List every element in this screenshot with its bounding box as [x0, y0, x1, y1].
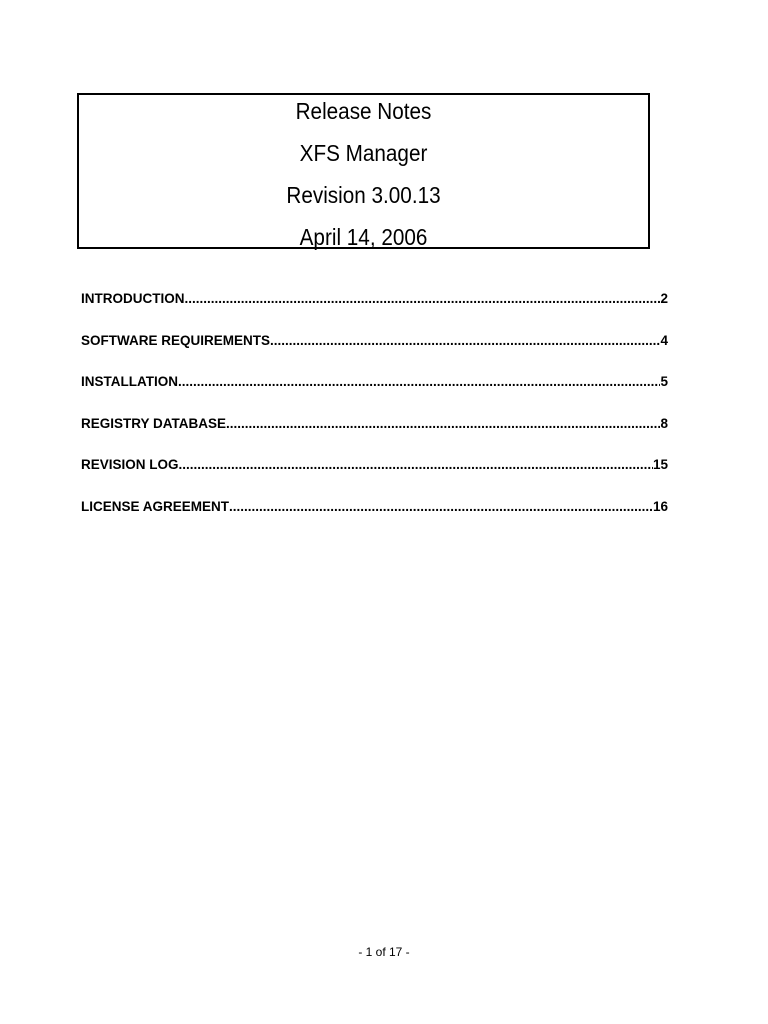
dot-leader	[178, 374, 660, 389]
toc-entry-page: 8	[660, 415, 668, 431]
toc-entry-page: 2	[660, 291, 668, 306]
toc-entry-label: LICENSE AGREEMENT	[81, 498, 230, 514]
toc-entry-page: 16	[652, 498, 668, 514]
toc-entry-page: 5	[660, 374, 668, 390]
toc-entry-installation[interactable]	[81, 374, 668, 416]
toc-entry-registry-database[interactable]	[81, 416, 668, 458]
page-indicator: - 1 of 17 -	[358, 945, 410, 959]
document-title: Release Notes	[295, 98, 432, 124]
toc-entry-label: SOFTWARE REQUIREMENTS	[81, 332, 271, 348]
dot-leader	[226, 416, 660, 431]
revision-number: Revision 3.00.13	[286, 182, 441, 208]
dot-leader	[179, 457, 653, 472]
product-name: XFS Manager	[299, 140, 428, 166]
toc-entry-page: 15	[652, 457, 668, 473]
toc-entry-label: INTRODUCTION	[81, 291, 185, 306]
page-footer	[0, 945, 768, 959]
toc-entry-license-agreement[interactable]	[81, 499, 668, 541]
table-of-contents	[81, 291, 668, 541]
toc-entry-introduction[interactable]	[81, 291, 668, 333]
release-date: April 14, 2006	[299, 224, 428, 250]
toc-entry-revision-log[interactable]	[81, 457, 668, 499]
title-box	[77, 93, 650, 249]
toc-entry-software-requirements[interactable]	[81, 333, 668, 375]
dot-leader	[229, 499, 653, 514]
dot-leader	[185, 291, 661, 306]
toc-entry-page: 4	[660, 332, 668, 348]
toc-entry-label: REGISTRY DATABASE	[81, 415, 227, 431]
dot-leader	[270, 333, 660, 348]
toc-entry-label: REVISION LOG	[81, 457, 179, 473]
toc-entry-label: INSTALLATION	[81, 374, 178, 390]
